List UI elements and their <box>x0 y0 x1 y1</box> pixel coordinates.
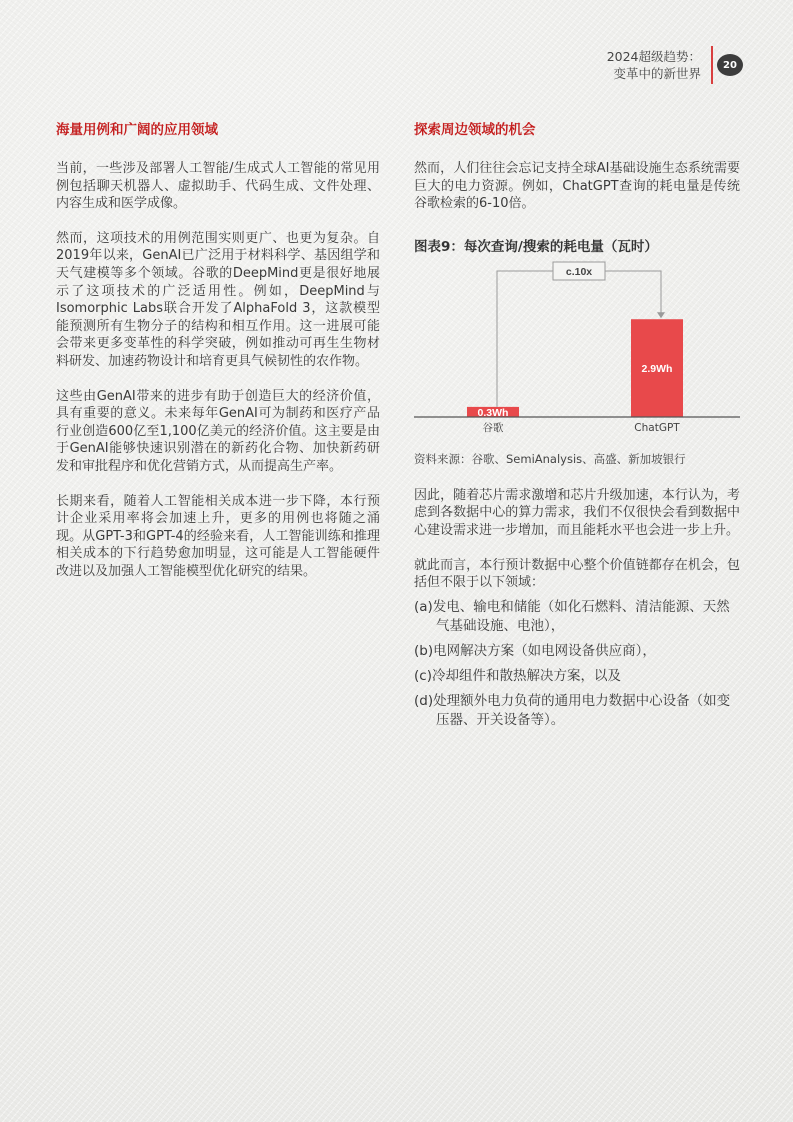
right-column <box>414 118 740 736</box>
right-intro-paragraph: 然而，人们往往会忘记支持全球AI基础设施生态系统需要巨大的电力资源。例如，ChatGPT查询的耗电量是传统谷歌检索的6-10倍。 <box>414 161 740 212</box>
annotation-label: c.10x <box>565 265 593 278</box>
comparison-arrowhead <box>657 312 665 318</box>
left-column <box>56 118 380 597</box>
header-title-line1: 2024超级趋势： <box>606 49 701 64</box>
page-header <box>607 46 743 84</box>
right-paragraph-3: 就此而言，本行预计数据中心整个价值链都存在机会，包括但不限于以下领域： <box>414 557 740 591</box>
left-section-title: 海量用例和广阔的应用领域 <box>56 122 218 138</box>
left-paragraph-1: 当前，一些涉及部署人工智能/生成式人工智能的常见用例包括聊天机器人、虚拟助手、代码生成、文件处理、内容生成和医学成像。 <box>56 161 380 212</box>
header-title <box>607 48 701 82</box>
list-item: (c)冷却组件和散热解决方案，以及 <box>414 667 621 684</box>
power-consumption-chart <box>414 255 740 445</box>
list-item: (a)发电、输电和储能（如化石燃料、清洁能源、天然气基础设施、电池）， <box>414 598 730 634</box>
data-label-0: 0.3Wh <box>477 406 509 419</box>
left-paragraph-2: 然而，这项技术的用例范围实则更广、也更为复杂。自2019年以来，GenAI已广泛用于材料科学、基因组学和天气建模等多个领域。谷歌的DeepMind更是很好地展示了这项技术的广泛适用性。例如，DeepMind与Isomorphic Labs联合开发了AlphaFold 3，这款模型能预测所有生物分子的结构和相互作用。这一进展可能会带来更多变革性的科学突破，例如推动可再生生物材料研发、加速药物设计和培育更具气候韧性的农作物。 <box>56 230 380 369</box>
left-paragraph-4: 长期来看，随着人工智能相关成本进一步下降，本行预计企业采用率将会加速上升，更多的用例也将随之涌现。从GPT-3和GPT-4的经验来看，人工智能训练和推理相关成本的下行趋势愈加明显，这可能是人工智能硬件改进以及加强人工智能模型优化研究的结果。 <box>56 493 380 579</box>
header-title-line2: 变革中的新世界 <box>613 66 701 81</box>
right-paragraph-2: 因此，随着芯片需求激增和芯片升级加速，本行认为，考虑到各数据中心的算力需求，我们不仅很快会看到数据中心建设需求进一步增加，而且能耗水平也会进一步上升。 <box>414 487 740 538</box>
category-label-1: ChatGPT <box>634 421 680 434</box>
chart-source: 资料来源：谷歌、SemiAnalysis、高盛、新加坡银行 <box>414 451 686 466</box>
category-label-0: 谷歌 <box>482 421 504 434</box>
page-number: 20 <box>717 54 743 76</box>
opportunity-list <box>414 598 740 730</box>
list-item: (b)电网解决方案（如电网设备供应商）， <box>414 642 656 659</box>
right-section-title: 探索周边领域的机会 <box>414 122 536 138</box>
left-paragraph-3: 这些由GenAI带来的进步有助于创造巨大的经济价值，具有重要的意义。未来每年GenAI可为制药和医疗产品行业创造600亿至1,100亿美元的经济价值。这主要是由于GenAI能够快速识别潜在的新药化合物、加快新药研发和审批程序和优化营销方式，从而提高生产率。 <box>56 388 380 474</box>
figure-title: 图表9：每次查询/搜索的耗电量（瓦时） <box>414 238 658 255</box>
header-divider <box>711 46 713 84</box>
data-label-1: 2.9Wh <box>641 362 673 375</box>
list-item: (d)处理额外电力负荷的通用电力数据中心设备（如变压器、开关设备等）。 <box>414 692 731 728</box>
